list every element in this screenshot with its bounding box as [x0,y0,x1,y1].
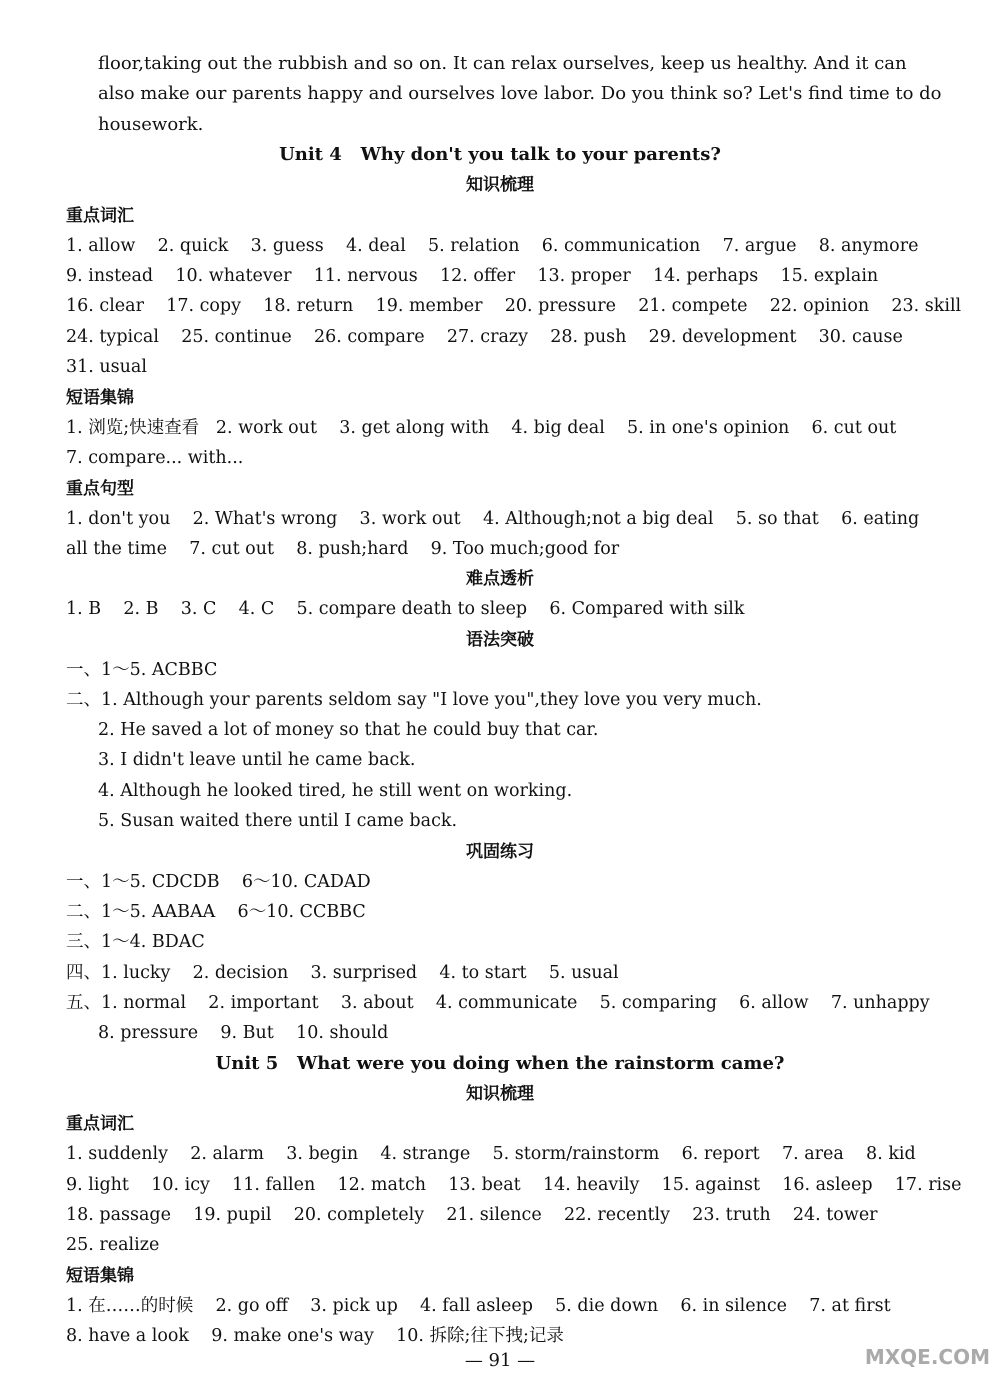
unit4-practice-line-3: 三、1～4. BDAC [66,932,205,952]
unit4-vocab-line-2: 9. instead 10. whatever 11. nervous 12. offer 13. proper 14. perhaps 15. explain [66,266,879,286]
unit4-sentences-line-2: all the time 7. cut out 8. push;hard 9. Too much;good for [66,539,620,559]
unit4-grammar-line-5: 4. Although he looked tired, he still went on working. [98,781,573,801]
unit5-phrases-title: 短语集锦 [66,1266,134,1286]
unit4-title: Unit 4 Why don't you talk to your parents? [279,144,721,165]
unit5-vocab-title: 重点词汇 [66,1114,134,1134]
intro-line-1: floor,taking out the rubbish and so on. It can relax ourselves, keep us healthy. And it can [98,53,907,74]
unit4-practice-line-6: 8. pressure 9. But 10. should [98,1023,389,1043]
unit5-title: Unit 5 What were you doing when the rainstorm came? [215,1053,785,1074]
unit4-vocab-line-1: 1. allow 2. quick 3. guess 4. deal 5. relation 6. communication 7. argue 8. anymore [66,236,919,256]
intro-line-2: also make our parents happy and ourselves love labor. Do you think so? Let's find time to do [98,83,942,104]
unit4-practice-line-5: 五、1. normal 2. important 3. about 4. communicate 5. comparing 6. allow 7. unhappy [66,993,930,1013]
unit4-vocab-line-4: 24. typical 25. continue 26. compare 27. crazy 28. push 29. development 30. cause [66,327,903,347]
unit4-vocab-line-5: 31. usual [66,357,147,377]
unit4-knowledge-heading: 知识梳理 [466,175,534,195]
unit4-grammar-line-2: 二、1. Although your parents seldom say "I love you",they love you very much. [66,690,762,710]
unit4-grammar-line-3: 2. He saved a lot of money so that he could buy that car. [98,720,599,740]
unit5-vocab-line-1: 1. suddenly 2. alarm 3. begin 4. strange 5. storm/rainstorm 6. report 7. area 8. kid [66,1144,916,1164]
unit4-difficult-line: 1. B 2. B 3. C 4. C 5. compare death to sleep 6. Compared with silk [66,599,745,619]
unit5-vocab-line-3: 18. passage 19. pupil 20. completely 21. silence 22. recently 23. truth 24. tower [66,1205,878,1225]
unit5-phrases-line-2: 8. have a look 9. make one's way 10. 拆除;往下拽;记录 [66,1326,564,1346]
unit5-knowledge-heading: 知识梳理 [466,1084,534,1104]
unit4-vocab-line-3: 16. clear 17. copy 18. return 19. member 20. pressure 21. compete 22. opinion 23. skill [66,296,962,316]
intro-line-3: housework. [98,114,204,135]
unit5-vocab-line-2: 9. light 10. icy 11. fallen 12. match 13. beat 14. heavily 15. against 16. asleep 17. rise [66,1175,962,1195]
unit4-practice-line-4: 四、1. lucky 2. decision 3. surprised 4. to start 5. usual [66,963,619,983]
page-number: — 91 — [464,1350,536,1371]
unit4-practice-line-2: 二、1～5. AABAA 6～10. CCBBC [66,902,366,922]
unit4-practice-heading: 巩固练习 [466,842,534,862]
unit4-phrases-line-2: 7. compare... with... [66,448,244,468]
unit5-vocab-line-4: 25. realize [66,1235,160,1255]
unit4-grammar-heading: 语法突破 [466,630,534,650]
unit5-phrases-line-1: 1. 在……的时候 2. go off 3. pick up 4. fall asleep 5. die down 6. in silence 7. at first [66,1296,891,1316]
unit4-grammar-line-4: 3. I didn't leave until he came back. [98,750,416,770]
unit4-phrases-title: 短语集锦 [66,388,134,408]
unit4-vocab-title: 重点词汇 [66,206,134,226]
unit4-practice-line-1: 一、1～5. CDCDB 6～10. CADAD [66,872,371,892]
unit4-grammar-line-1: 一、1～5. ACBBC [66,660,218,680]
watermark-logo: MXQE.COM [864,1345,990,1369]
unit4-grammar-line-6: 5. Susan waited there until I came back. [98,811,458,831]
unit4-sentences-title: 重点句型 [66,479,134,499]
unit4-difficult-heading: 难点透析 [466,569,534,589]
unit4-phrases-line-1: 1. 浏览;快速查看 2. work out 3. get along with 4. big deal 5. in one's opinion 6. cut out [66,418,897,438]
unit4-sentences-line-1: 1. don't you 2. What's wrong 3. work out 4. Although;not a big deal 5. so that 6. eating [66,509,920,529]
